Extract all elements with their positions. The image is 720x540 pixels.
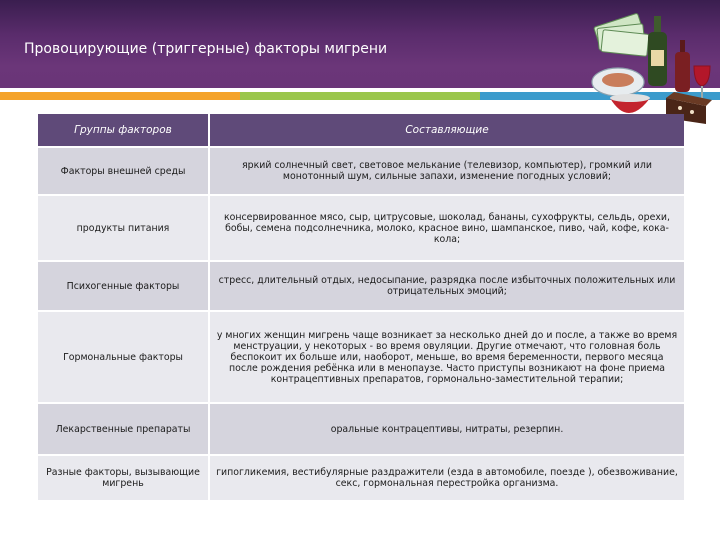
wine-bottle-icon [648,16,667,86]
group-cell: продукты питания [38,196,208,260]
components-cell: стресс, длительный отдых, недосыпание, разрядка после избыточных положительных или отрицательных эмоций; [210,262,684,310]
group-cell: Лекарственные препараты [38,404,208,454]
components-cell: у многих женщин мигрень чаще возникает за несколько дней до и после, а также во время менструации, у некоторых - во время овуляции. Другие отмечают, что головная боль беспокоит их больше или, наоборот, меньше, во время беременности, первого месяца после рождения ребёнка или в менопаузе. Часто приступы возникают на фоне приема контрацептивных препаратов, гормонально-заместительной терапии; [210,312,684,402]
table-row [38,148,684,194]
components-cell: яркий солнечный свет, световое мелькание (телевизор, компьютер), громкий или монотонный шум, сильные запахи, изменение погодных условий; [210,148,684,194]
bowl-icon [610,94,650,113]
group-cell: Разные факторы, вызывающие мигрень [38,456,208,500]
group-cell: Факторы внешней среды [38,148,208,194]
group-cell: Психогенные факторы [38,262,208,310]
accent-stripe-orange [0,92,240,100]
slide-title: Провоцирующие (триггерные) факторы мигрени [24,41,388,57]
table-row [38,404,684,454]
components-cell: консервированное мясо, сыр, цитрусовые, шоколад, бананы, сухофрукты, сельдь, орехи, бобы, семена подсолнечника, молоко, красное вино, шампанское, пиво, чай, кофе, кока-кола; [210,196,684,260]
table-row [38,312,684,402]
table-row [38,196,684,260]
money-icon [594,13,649,56]
components-cell: гипогликемия, вестибулярные раздражители (езда в автомобиле, поезде ), обезвоживание, секс, гормональная перестройка организма. [210,456,684,500]
plate-icon [592,68,644,96]
header-groups: Группы факторов [38,114,208,146]
components-cell: оральные контрацептивы, нитраты, резерпин. [210,404,684,454]
table-row [38,262,684,310]
table-row [38,456,684,500]
group-cell: Гормональные факторы [38,312,208,402]
trigger-factors-table [36,112,686,502]
bottle-icon [675,40,690,92]
table-header-row [38,114,684,146]
header-components: Составляющие [210,114,684,146]
wine-glass-icon [694,66,710,101]
accent-stripe-green [240,92,480,100]
